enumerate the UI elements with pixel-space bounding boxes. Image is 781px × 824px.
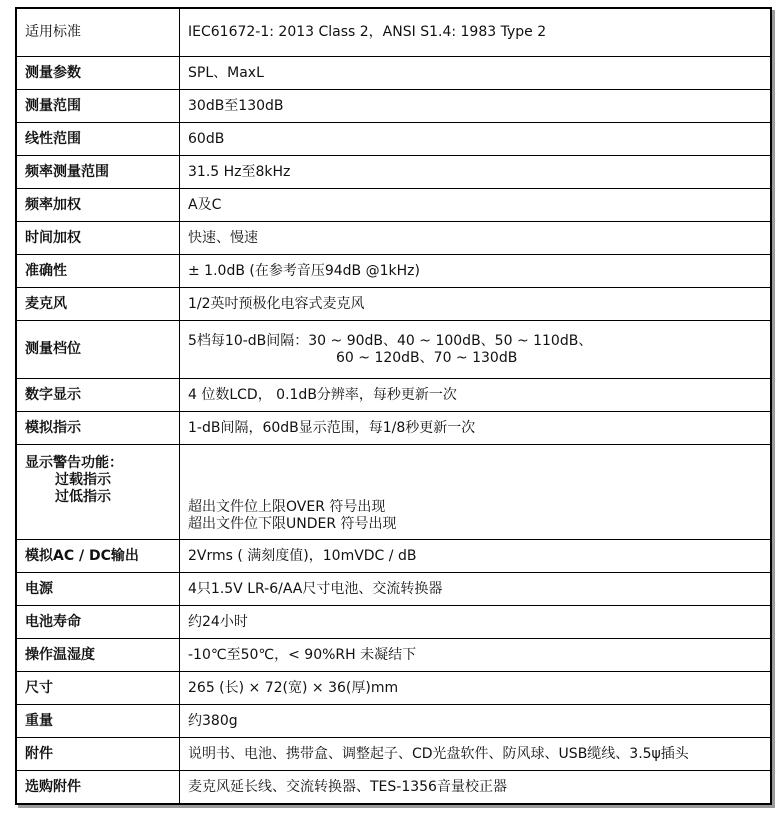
- spec-value: -10℃至50℃，< 90%RH 未凝结下: [180, 639, 772, 672]
- spec-label: 模拟指示: [16, 412, 180, 445]
- spec-row-optional-accessories: [16, 771, 771, 805]
- spec-row-battery-life: [16, 606, 771, 639]
- spec-row-measure-range: [16, 90, 771, 123]
- spec-label: 测量档位: [16, 321, 180, 379]
- spec-value: 麦克风延长线、交流转换器、TES-1356音量校正器: [180, 771, 772, 805]
- spec-label: 数字显示: [16, 379, 180, 412]
- spec-label: 电池寿命: [16, 606, 180, 639]
- spec-value: 4 位数LCD， 0.1dB分辨率，每秒更新一次: [180, 379, 772, 412]
- spec-label: 测量参数: [16, 57, 180, 90]
- spec-value-line: 超出文件位上限OVER 符号出现: [188, 499, 386, 515]
- spec-value-line: 5档每10-dB间隔：30 ~ 90dB、40 ~ 100dB、50 ~ 110dB、: [188, 332, 593, 349]
- spec-value: 1/2英吋预极化电容式麦克风: [180, 288, 772, 321]
- spec-value: 30dB至130dB: [180, 90, 772, 123]
- spec-row-standard: [16, 8, 771, 57]
- spec-row-analog-indicator: [16, 412, 771, 445]
- spec-value: [180, 321, 772, 379]
- spec-row-power: [16, 573, 771, 606]
- spec-value: 约24小时: [180, 606, 772, 639]
- spec-label: 线性范围: [16, 123, 180, 156]
- spec-label: 频率加权: [16, 189, 180, 222]
- spec-label: 测量范围: [16, 90, 180, 123]
- spec-label: 重量: [16, 705, 180, 738]
- spec-value: 60dB: [180, 123, 772, 156]
- spec-value: 31.5 Hz至8kHz: [180, 156, 772, 189]
- spec-label: 时间加权: [16, 222, 180, 255]
- spec-label: 附件: [16, 738, 180, 771]
- spec-label: [16, 445, 180, 540]
- spec-label: 频率测量范围: [16, 156, 180, 189]
- spec-value: 4只1.5V LR-6/AA尺寸电池、交流转换器: [180, 573, 772, 606]
- spec-value-line: 超出文件位下限UNDER 符号出现: [188, 516, 397, 532]
- spec-value: 快速、慢速: [180, 222, 772, 255]
- spec-value: SPL、MaxL: [180, 57, 772, 90]
- spec-row-digital-display: [16, 379, 771, 412]
- spec-value: 说明书、电池、携带盒、调整起子、CD光盘软件、防风球、USB缆线、3.5ψ插头: [180, 738, 772, 771]
- spec-row-frequency-weighting: [16, 189, 771, 222]
- spec-value: IEC61672-1: 2013 Class 2，ANSI S1.4: 1983 Type 2: [180, 8, 772, 57]
- spec-row-accessories: [16, 738, 771, 771]
- spec-label: 模拟AC / DC输出: [16, 540, 180, 573]
- spec-label-line: 过低指示: [55, 489, 111, 505]
- spec-row-time-weighting: [16, 222, 771, 255]
- spec-row-linear-range: [16, 123, 771, 156]
- spec-value: 2Vrms ( 满刻度值)，10mVDC / dB: [180, 540, 772, 573]
- spec-value: 265 (长) × 72(宽) × 36(厚)mm: [180, 672, 772, 705]
- spec-value: 约380g: [180, 705, 772, 738]
- spec-label-line: 显示警告功能：: [25, 455, 123, 471]
- spec-value: A及C: [180, 189, 772, 222]
- spec-label: 麦克风: [16, 288, 180, 321]
- spec-row-operating-conditions: [16, 639, 771, 672]
- spec-row-frequency-range: [16, 156, 771, 189]
- spec-row-dimensions: [16, 672, 771, 705]
- spec-label: 电源: [16, 573, 180, 606]
- spec-row-weight: [16, 705, 771, 738]
- spec-value: ± 1.0dB (在参考音压94dB @1kHz): [180, 255, 772, 288]
- spec-value: [180, 445, 772, 540]
- spec-label: 尺寸: [16, 672, 180, 705]
- spec-value: 1-dB间隔，60dB显示范围，每1/8秒更新一次: [180, 412, 772, 445]
- specification-table: [15, 7, 772, 805]
- spec-label-line: 过载指示: [55, 472, 111, 488]
- spec-row-warning: [16, 445, 771, 540]
- spec-value-line: 60 ~ 120dB、70 ~ 130dB: [336, 349, 518, 366]
- spec-label: 准确性: [16, 255, 180, 288]
- spec-row-accuracy: [16, 255, 771, 288]
- spec-row-parameters: [16, 57, 771, 90]
- spec-row-ranges: [16, 321, 771, 379]
- spec-row-microphone: [16, 288, 771, 321]
- spec-label: 操作温湿度: [16, 639, 180, 672]
- spec-row-output: [16, 540, 771, 573]
- spec-label: 选购附件: [16, 771, 180, 805]
- spec-label: 适用标准: [16, 8, 180, 57]
